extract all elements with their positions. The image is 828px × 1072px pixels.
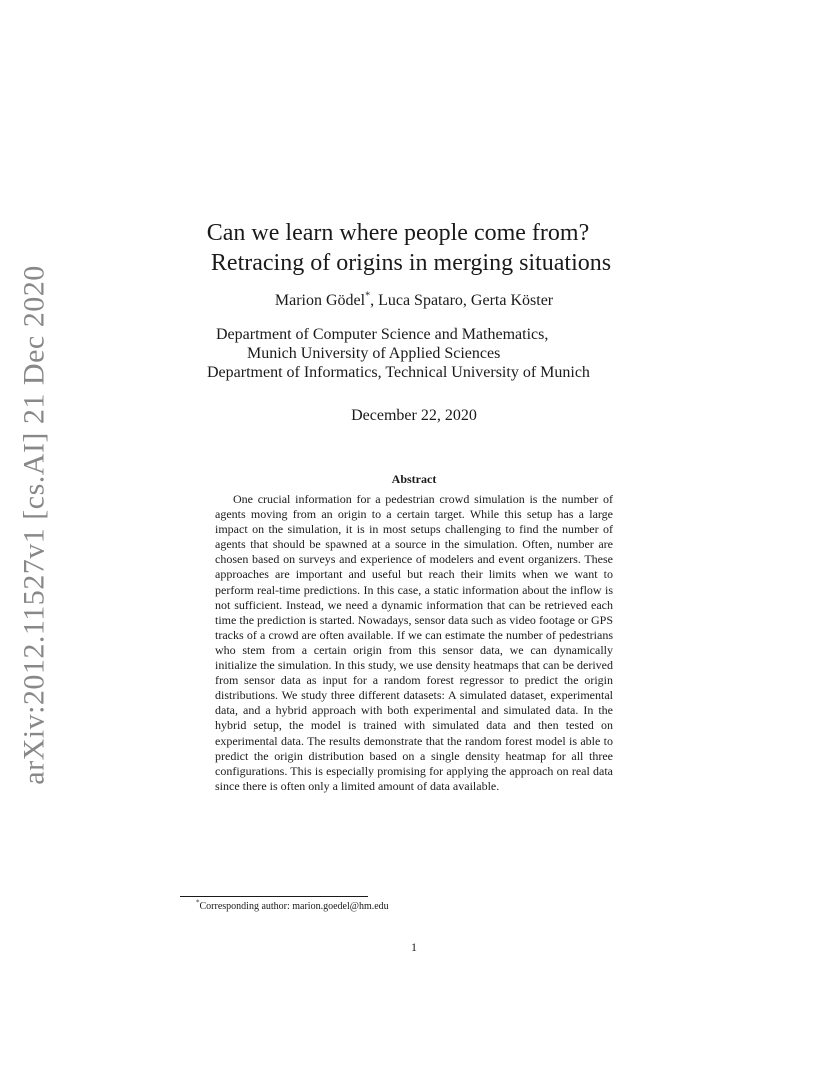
page-number: 1	[411, 940, 417, 954]
paper-title-line-2: Retracing of origins in merging situations	[210, 250, 612, 276]
author-rest: , Luca Spataro, Gerta Köster	[370, 292, 554, 309]
paper-date: December 22, 2020	[351, 407, 477, 424]
author-footnote-mark: *	[365, 290, 371, 302]
footnote-text: Corresponding author: marion.goedel@hm.edu	[199, 901, 389, 912]
footnote	[196, 898, 389, 912]
paper-title-line-1: Can we learn where people come from?	[206, 220, 590, 246]
author-first: Marion Gödel	[274, 292, 366, 309]
footnote-mark: *	[196, 898, 200, 907]
affiliation-line-3: Department of Informatics, Technical University of Munich	[207, 364, 590, 381]
abstract-body: One crucial information for a pedestrian crowd simulation is the number of agents moving from an origin to a certain target. While this setup has a large impact on the simulation, it is in most setups challenging to find the number of agents that should be spawned at a source in the simulation. Often, number are chosen based on surveys and experience of modelers and event organizers. These approaches are important and useful but reach their limits when we want to perform real-time predictions. In this case, a static information about the inflow is not sufficient. Instead, we need a dynamic information that can be retrieved each time the prediction is started. Nowadays, sensor data such as video footage or GPS tracks of a crowd are often available. If we can estimate the number of pedestrians who stem from a certain origin from this sensor data, we can dynamically initialize the simulation. In this study, we use density heatmaps that can be derived from sensor data as input for a random forest regressor to predict the origin distributions. We study three different datasets: A simulated dataset, experimental data, and a hybrid approach with both experimental and simulated data. In the hybrid setup, the model is trained with simulated data and then tested on experimental data. The results demonstrate that the random forest model is able to predict the origin distribution based on a single density heatmap for all three configurations. This is especially promising for applying the approach on real data since there is often only a limited amount of data available.	[215, 492, 613, 793]
abstract-heading: Abstract	[391, 472, 437, 486]
arxiv-identifier-text: arXiv:2012.11527v1 [cs.AI] 21 Dec 2020	[18, 265, 52, 785]
arxiv-identifier-stamp	[15, 265, 55, 785]
author-list	[0, 292, 828, 310]
footnote-divider	[180, 896, 368, 897]
affiliation-line-1: Department of Computer Science and Mathematics,	[216, 326, 549, 343]
affiliation-line-2: Munich University of Applied Sciences	[247, 345, 501, 362]
